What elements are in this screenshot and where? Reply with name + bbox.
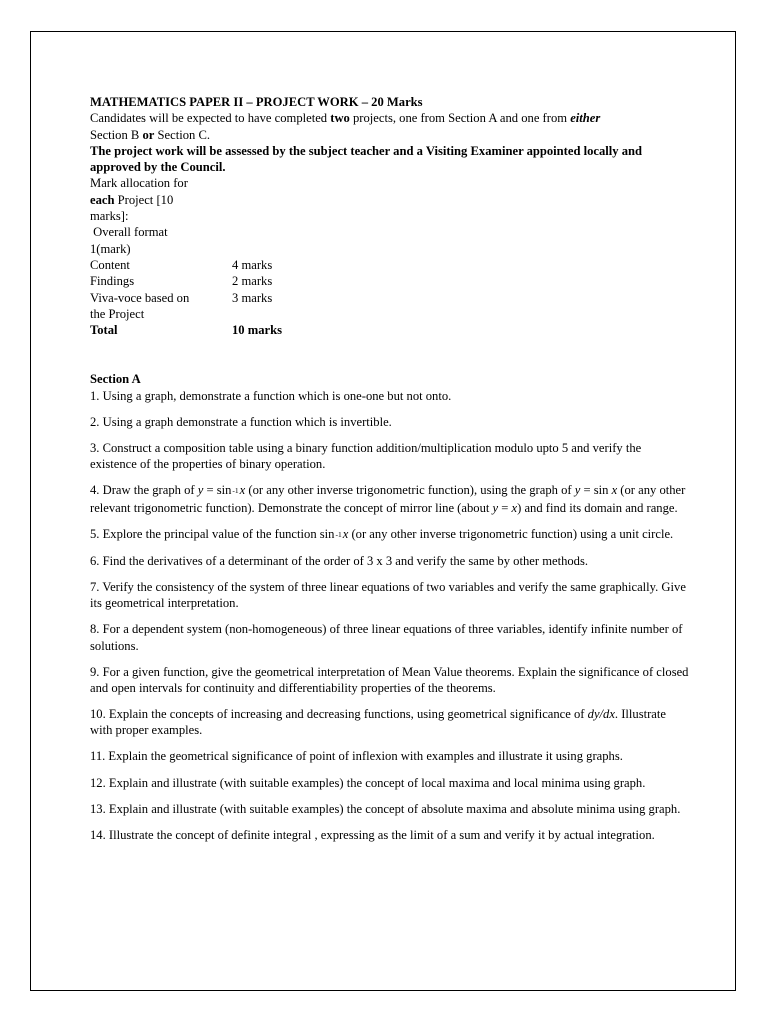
mark-allocation-format-mark: 1(mark) <box>90 241 131 256</box>
allocation-row-viva: Viva-voce based on 3 marks <box>90 290 273 305</box>
list-item: 5. Explore the principal value of the function $\sin_{-1}x$ (or any other inverse trigonometric function) using a unit circle. <box>90 526 674 541</box>
mark-allocation <box>90 175 690 338</box>
mark-allocation-format: Overall format <box>90 225 168 240</box>
list-item: 10. Explain the concepts of increasing and decreasing functions, using geometrical significance of dy/dx. Illustrate with proper examples. <box>90 707 666 738</box>
mark-allocation-each: each Project [10 <box>90 192 174 207</box>
list-item: 11. Explain the geometrical significance of point of inflexion with examples and illustrate it using graphs. <box>90 749 623 764</box>
list-item: 13. Explain and illustrate (with suitable examples) the concept of absolute maxima and absolute minima using graph. <box>90 801 681 816</box>
document-body <box>90 94 690 853</box>
list-item: 1. Using a graph, demonstrate a function which is one-one but not onto. <box>90 388 452 403</box>
list-item: 6. Find the derivatives of a determinant of the order of 3 x 3 and verify the same by other methods. <box>90 553 589 568</box>
allocation-row-content: Content 4 marks <box>90 257 273 272</box>
page-title: MATHEMATICS PAPER II – PROJECT WORK – 20 Marks <box>90 95 423 109</box>
list-item: 12. Explain and illustrate (with suitable examples) the concept of local maxima and local minima using graph. <box>90 775 646 790</box>
list-item: 3. Construct a composition table using a binary function addition/multiplication modulo upto 5 and verify the existence of the properties of binary operation. <box>90 440 642 472</box>
mark-allocation-marks: marks]: <box>90 209 129 224</box>
allocation-row-viva-cont: the Project <box>90 306 145 321</box>
mark-allocation-intro: Mark allocation for <box>90 176 188 191</box>
list-item: 2. Using a graph demonstrate a function which is invertible. <box>90 414 392 429</box>
list-item: 8. For a dependent system (non-homogeneous) of three linear equations of three variables, identify infinite number of solutions. <box>90 622 683 653</box>
list-item: 9. For a given function, give the geometrical interpretation of Mean Value theorems. Explain the significance of closed and open intervals for continuity and differentiability properties of the theorems. <box>90 664 689 695</box>
list-item: 14. Illustrate the concept of definite integral , expressing as the limit of a sum and verify it by actual integration. <box>90 827 655 842</box>
allocation-row-findings: Findings 2 marks <box>90 274 273 289</box>
list-item: 4. Draw the graph of $y = \sin_{-1}x$ (or any other inverse trigonometric function), using the graph of y = sin x (or any other relevant trigonometric function). Demonstrate the concept of mirror line (about y = x) and find its domain and range. <box>90 483 686 515</box>
intro-paragraph: Candidates will be expected to have completed two projects, one from Section A and one from either Section B or Section C. <box>90 111 601 142</box>
allocation-row-total: Total 10 marks <box>90 323 283 338</box>
list-item: 7. Verify the consistency of the system of three linear equations of two variables and verify the same graphically. Give its geometrical interpretation. <box>90 579 686 611</box>
section-a-title: Section A <box>90 372 141 387</box>
assessment-statement: The project work will be assessed by the subject teacher and a Visiting Examiner appointed locally and approved by the Council. <box>90 143 643 175</box>
